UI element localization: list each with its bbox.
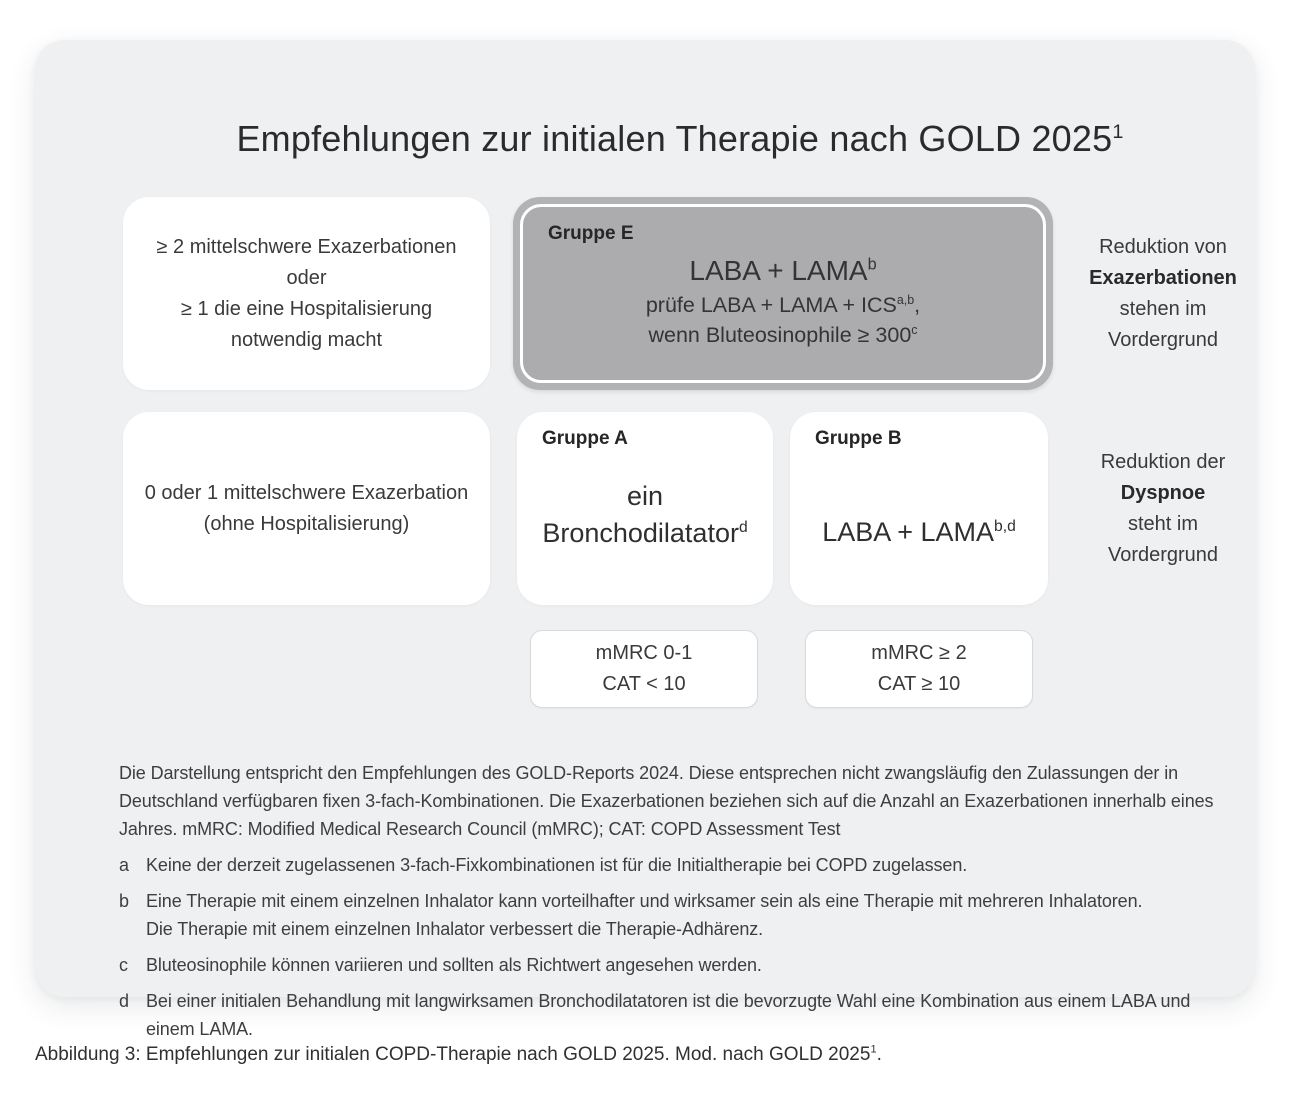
footnote-b-line-1: Eine Therapie mit einem einzelnen Inhalator kann vorteilhafter und wirksamer sein als eine Therapie mit mehreren Inhalatoren. xyxy=(146,891,1143,911)
footnote-a-label: a xyxy=(119,855,129,875)
mmrc-a-line-1: mMRC 0-1 xyxy=(595,642,693,664)
mmrc-cat-box-group-a xyxy=(530,630,758,708)
criteria-box-low-exacerbations xyxy=(123,412,490,605)
group-e-inner-panel xyxy=(520,204,1046,383)
figure-title-superscript: 1 xyxy=(1112,121,1124,143)
figure-title xyxy=(70,118,1290,160)
footnote-a-text xyxy=(146,851,1245,879)
group-b-header: Gruppe B xyxy=(815,428,902,449)
figure-title-text: Empfehlungen zur initialen Therapie nach GOLD 2025 xyxy=(236,118,1113,159)
group-e-main-therapy xyxy=(689,252,876,290)
footnote-c-label: c xyxy=(119,955,128,975)
group-a-line-2 xyxy=(542,515,747,552)
goal-exacerbation-line-1: Reduktion von xyxy=(1099,235,1227,258)
goal-dyspnoe-reduction-label xyxy=(1073,412,1253,605)
group-b-box xyxy=(790,412,1048,605)
footnote-d-line-2: einem LAMA. xyxy=(146,1019,253,1039)
criteria-low-line-1: 0 oder 1 mittelschwere Exazerbation xyxy=(144,481,469,504)
footnote-item-d xyxy=(119,987,1245,1043)
group-e-check-text: prüfe LABA + LAMA + ICS xyxy=(645,292,897,317)
footnote-c-text xyxy=(146,951,1245,979)
figure-card xyxy=(35,40,1255,1039)
footnote-d-label: d xyxy=(119,991,129,1011)
group-a-box xyxy=(517,412,773,605)
criteria-high-line-2: oder xyxy=(286,266,327,289)
goal-dyspnoe-line-3: steht im xyxy=(1127,512,1199,535)
goal-dyspnoe-line-2: Dyspnoe xyxy=(1120,481,1206,504)
figure-caption-tail: . xyxy=(876,1044,882,1065)
goal-dyspnoe-line-4: Vordergrund xyxy=(1107,543,1219,566)
criteria-high-line-1: ≥ 2 mittelschwere Exazerbationen xyxy=(156,235,457,258)
group-e-box xyxy=(513,197,1053,390)
goal-dyspnoe-line-1: Reduktion der xyxy=(1100,450,1226,473)
mmrc-b-line-2: CAT ≥ 10 xyxy=(877,673,961,695)
criteria-high-line-4: notwendig macht xyxy=(230,328,383,351)
group-e-therapy-text xyxy=(523,207,1043,380)
footnote-b-line-2: Die Therapie mit einem einzelnen Inhalator verbessert die Therapie-Adhärenz. xyxy=(146,919,764,939)
mmrc-cat-box-group-b xyxy=(805,630,1033,708)
criteria-box-high-exacerbations xyxy=(123,197,490,390)
footnote-d-line-1: Bei einer initialen Behandlung mit langwirksamen Bronchodilatatoren ist die bevorzugte Wahl eine Kombination aus einem LABA und xyxy=(146,991,1191,1011)
goal-exacerbation-line-3: stehen im xyxy=(1119,297,1207,320)
criteria-low-line-2: (ohne Hospitalisierung) xyxy=(203,512,410,535)
group-e-check-tail: , xyxy=(914,292,921,317)
group-e-condition-line xyxy=(648,320,917,350)
group-e-main-footnote-ref: b xyxy=(867,255,877,274)
footnote-d-text xyxy=(146,987,1245,1043)
goal-exacerbation-reduction-label xyxy=(1073,197,1253,390)
group-b-main-text: LABA + LAMA xyxy=(822,517,995,547)
footnotes-block xyxy=(119,759,1245,1043)
footnote-item-c xyxy=(119,951,1245,979)
criteria-high-line-3: ≥ 1 die eine Hospitalisierung xyxy=(180,297,433,320)
goal-exacerbation-line-4: Vordergrund xyxy=(1107,328,1219,351)
group-a-line-1: ein xyxy=(626,480,664,511)
goal-exacerbation-line-2: Exazerbationen xyxy=(1089,266,1237,289)
group-e-check-line xyxy=(646,290,920,320)
group-e-condition-footnote-ref: c xyxy=(911,322,918,337)
group-a-header: Gruppe A xyxy=(542,428,628,449)
footnote-item-b xyxy=(119,887,1245,943)
group-a-footnote-ref: d xyxy=(738,518,748,536)
group-b-footnote-ref: b,d xyxy=(994,518,1016,535)
mmrc-a-line-2: CAT < 10 xyxy=(602,673,686,695)
figure-caption xyxy=(35,1044,882,1066)
group-e-condition-text: wenn Bluteosinophile ≥ 300 xyxy=(648,322,912,347)
group-e-check-footnote-ref: a,b xyxy=(896,292,915,307)
group-b-main-line xyxy=(822,514,1016,551)
mmrc-b-line-1: mMRC ≥ 2 xyxy=(871,642,967,664)
footnotes-intro: Die Darstellung entspricht den Empfehlungen des GOLD-Reports 2024. Diese entsprechen nicht zwangsläufig den Zulassungen der in Deutschland verfügbaren fixen 3-fach-Kombinationen. Die Exazerbationen beziehen sich auf die Anzahl an Exazerbationen innerhalb eines Jahres. mMRC: Modified Medical Research Council (mMRC); CAT: COPD Assessment Test xyxy=(119,763,1214,839)
footnote-b-label: b xyxy=(119,891,129,911)
group-a-line-2-text: Bronchodilatator xyxy=(542,517,739,548)
footnote-b-text xyxy=(146,887,1245,943)
footnote-c-line-1: Bluteosinophile können variieren und sollten als Richtwert angesehen werden. xyxy=(146,955,762,975)
group-e-header: Gruppe E xyxy=(548,223,634,244)
footnote-item-a xyxy=(119,851,1245,879)
figure-caption-superscript: 1 xyxy=(870,1043,877,1056)
group-e-main-text: LABA + LAMA xyxy=(689,254,868,286)
footnote-a-line-1: Keine der derzeit zugelassenen 3-fach-Fixkombinationen ist für die Initialtherapie bei COPD zugelassen. xyxy=(146,855,968,875)
figure-caption-text: Abbildung 3: Empfehlungen zur initialen COPD-Therapie nach GOLD 2025. Mod. nach GOLD 2025 xyxy=(35,1044,871,1065)
